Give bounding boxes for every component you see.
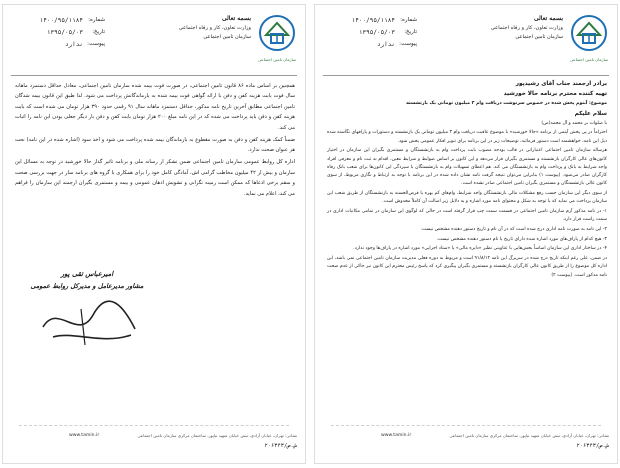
addressee-line-1: برادر ارجمند جناب آقای رشیدپور	[515, 81, 607, 87]
date-label: تاریخ:	[92, 29, 105, 35]
paragraph: اداره کل روابط عمومی سازمان تامین اجتماعی ضمن تشکر از رسانه ملی و برنامه تاثیر گذار حالا خورشید در توجه به مسائل این سازمان و بیش از ۴۲ میلیون مخاطب گرامی اش، آمادگی کامل خود را برای همکاری با گروه های برنامه ساز در جهت بررسی صحت و سقم برخی ادعاها که ممکن است زمینه نگرانی و تشویش اذهان عمومی و بیمه و مستمری بگیران ارجمند این سازمان را فراهم می کند، اعلام می نماید.	[15, 159, 296, 197]
paragraph: از سوی دیگر این سازمان حسب رفع مشکلات مالی بازنشستگان واجد شرایط، وام‌های کم بهره یا قرض‌الحسنه به بازنشستگان از طریق شعب این سازمان پرداخت می نماید که با توجه به شکل و محتوای نامه مورد اشاره و به دلایل زیر اصالت آن کاملاً مخدوش است.	[327, 190, 607, 204]
footer-website[interactable]: www.tamin.ir	[69, 433, 100, 438]
addressee-line-2: تهیه کننده محترم برنامه حالا خورشید	[503, 90, 607, 97]
letterhead	[11, 13, 297, 69]
tamin-logo-icon	[257, 13, 297, 57]
paragraph: ضمناً کمک هزینه کفن و دفن به صورت مقطوع به بازماندگان بیمه شده پرداخت می شود و اخذ سود (اشاره شده در این نامه) نحت هر عنوان صحت ندارد.	[15, 136, 295, 154]
org-line-2: وزارت تعاون، کار و رفاه اجتماعی	[178, 25, 251, 31]
organization-title	[141, 15, 251, 40]
handwritten-signature	[23, 287, 153, 357]
letter-body	[327, 80, 607, 281]
letter-footer	[11, 433, 297, 455]
footer-reference: ش.ص/۲۰۶۳۴۳	[264, 443, 297, 449]
salutation: با صلوات بر محمد و آل محمد(ص)	[541, 120, 607, 126]
letter-subject: موضوع: آبنوم پخش شده در خصوص سرنوشت دریافت وام ۳ میلیون تومانی یک بازنشسته	[406, 100, 607, 106]
letter-footer	[323, 433, 609, 455]
list-item: ۴- در ساختار اداری این سازمان اساساً بخش‌هایی با عناوینی نظیر «دایره مالی» یا «ستاد اجرایی» مورد اشاره در پاراف‌ها وجود ندارد.	[353, 246, 607, 252]
organization-title	[453, 15, 563, 40]
tamin-logo-icon	[569, 13, 609, 57]
paragraph: احتراماً در پی پخش آیتمی از برنامه «حالا خورشید» با موضوع عاقبت دریافت وام ۳ میلیون تومانی یک بازنشسته و دستورات و پارافهای نگاشته شده ذیل این نامه، خواهشمند است دستور فرمائید، توضیحات زیر در این برنامه برای تنویر افکار عمومی پخش شود.	[327, 130, 607, 144]
letter-number: ۱۴۰۰/۹۵/۱۱۸۴	[39, 17, 83, 24]
letterhead	[323, 13, 609, 69]
logo-caption: سازمان تامین اجتماعی	[257, 57, 297, 62]
org-line-3: سازمان تامین اجتماعی	[203, 34, 251, 40]
letter-meta	[327, 17, 417, 53]
org-line-1: بسمه تعالی	[221, 15, 251, 22]
signer-title: مشاور مدیرعامل و مدیرکل روابط عمومی	[30, 282, 144, 290]
logo-caption: سازمان تامین اجتماعی	[569, 57, 609, 62]
list-item: ۲- این نامه به صورت نامه اداری درج شده است که در آن نام و تاریخ دستور دهنده مشخص نیست.	[420, 226, 607, 232]
list-item: ۳- هیچ کدام از پاراف‌های مورد اشاره شده دارای تاریخ یا نام دستور دهنده مشخص نیست.	[436, 236, 607, 242]
letter-number: ۱۴۰۰/۹۵/۱۱۸۴	[351, 17, 395, 24]
letter-meta	[15, 17, 105, 53]
header-divider	[11, 75, 297, 76]
date-label: تاریخ:	[404, 29, 417, 35]
attachment-label: پیوست:	[399, 41, 417, 47]
attachment-value: ندارد	[64, 41, 83, 48]
letter-body	[15, 81, 295, 201]
number-label: شماره:	[400, 17, 417, 23]
greeting: سلام علیکم	[574, 110, 607, 117]
letter-date: ۱۳۹۵/۰۵/۰۳	[358, 29, 395, 36]
footer-reference: ش.ص/۲۰۶۳۴۳	[576, 443, 609, 449]
org-line-2: وزارت تعاون، کار و رفاه اجتماعی	[490, 25, 563, 31]
letter-page-1	[314, 4, 618, 464]
footer-address: نشانی: تهران، خیابان آزادی، نبش خیابان شهید نیاپور، ساختمان مرکزی سازمان تامین اجتماعی	[137, 433, 297, 438]
closing-paragraph: در ضمن، علی رغم اینکه تاریخ درج شده در سربرگ این نامه ۹۱/۸/۱۲ است و مربوط به دوره فعلی مدیریت سازمان تامین اجتماعی نمی باشد، این اداره کل موضوع را از طریق کانون عالی کارگران بازنشسته و مستمری بگیران پیگیری کرد که پاسخ رئیس محترم این کانون نیز حاکی از عدم صحت نامه مذکور است. (پیوست ۲)	[327, 256, 607, 278]
footer-rule	[19, 425, 289, 427]
letter-date: ۱۳۹۵/۰۵/۰۳	[46, 29, 83, 36]
paragraph: هرساله سازمان تامین اجتماعی اعتباراتی در قالب بودجه مصوب بابت پرداخت وام به بازنشستگان و مستمری بگیران این سازمان در اختیار کانون‌های عالی کارگران بازنشسته و مستمری بگیران قرار می‌دهد و این کانون بر اساس ضوابط و شرایط معین، اقدام به ثبت نام و معرفی افراد واجد شرایط به بانک و پرداخت وام به بازنشستگان می کند. هم اعطای تسهیلات وام به بازنشستگان با سپردگی این کانون‌ها برای شعب بانک رفاه کارگران صادر می‌شود. (پیوست ۱) بنابراین می‌توان نتیجه گرفت نامه نشان داده شده در این برنامه با توجه به ارتباط و نگاری مربوط، از سوی کانون عالی بازنشستگان و مستمری بگیران تامین اجتماعی صادر نشده است.	[327, 148, 607, 186]
header-divider	[323, 75, 609, 76]
number-label: شماره:	[88, 17, 105, 23]
list-item: ۱- در نامه مذکور آرم سازمان تامین اجتماعی در قسمت سمت چپ قرار گرفته است در حالی که لوگوی این سازمان در تمامی مکاتبات اداری در سمت راست قرار دارد.	[327, 208, 607, 222]
letter-page-2	[2, 4, 306, 464]
footer-website[interactable]: www.tamin.ir	[381, 433, 412, 438]
attachment-label: پیوست:	[87, 41, 105, 47]
footer-address: نشانی: تهران، خیابان آزادی، نبش خیابان شهید نیاپور، ساختمان مرکزی سازمان تامین اجتماعی	[449, 433, 609, 438]
signer-name: امیرعباس تقی پور	[60, 270, 114, 278]
org-line-1: بسمه تعالی	[533, 15, 563, 22]
org-line-3: سازمان تامین اجتماعی	[515, 34, 563, 40]
paragraph: همچنین بر اساس ماده ۸۶ قانون تامین اجتماعی، در صورت فوت بیمه شده سازمان تامین اجتماعی، معادل حداقل دستمزد ماهانه سال فوت بابت هزینه کفن و دفن با ارائه گواهی فوت بیمه شده به بازماندگانش پرداخت می شود. لذا طبق این قانون بیمه شدگان تامین اجتماعی مطابق آخرین تاریخ نامه مذکور، حداقل دستمزد ماهانه سال ۹۱ رقمی حدود ۳۹۰ هزار تومان می شده است که بابت هزینه کفن و دفن باید پرداخت می شده که در این نامه مبلغ ۲۰۰ هزار تومان بابت کفن و دفن بار دیگر جعلی بودن این نامه را اثبات می کند.	[15, 83, 296, 131]
attachment-value: ندارد	[376, 41, 395, 48]
footer-rule	[331, 425, 601, 427]
